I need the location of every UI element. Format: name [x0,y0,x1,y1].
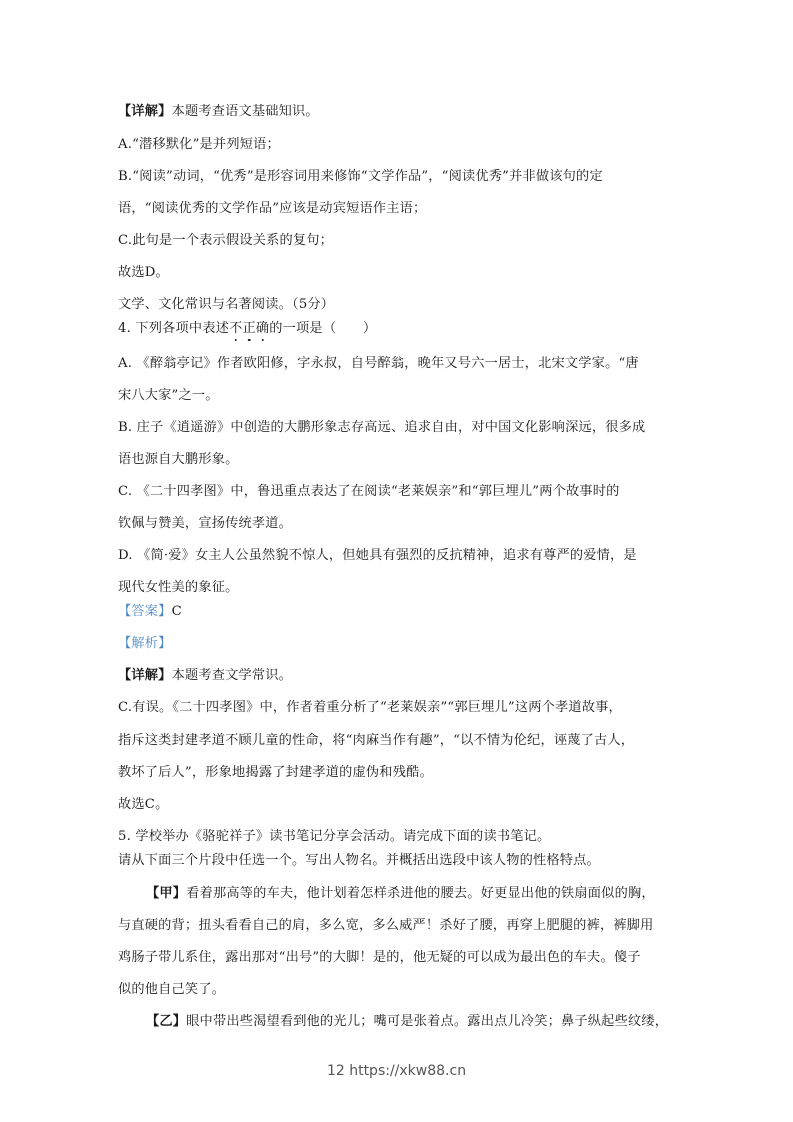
text-span: 故选D。 [118,265,169,280]
text-line [118,388,688,404]
text-line [118,356,688,372]
text-line [118,169,688,185]
text-span: 本题考查语文基础知识。 [171,104,319,119]
text-span: 钦佩与赞美，宣扬传统孝道。 [118,516,293,531]
text-span: D. 《简·爱》女主人公虽然貌不惊人，但她具有强烈的反抗精神，追求有尊严的爱情，是 [118,548,637,563]
text-span: 5. 学校举办《骆驼祥子》读书笔记分享会活动。请完成下面的读书笔记。 [118,829,551,844]
emphasis-char: 确 [255,321,270,336]
text-line [118,580,688,596]
text-span: 4. 下列各项中表述 [118,321,230,336]
emphasis-char: 正 [242,321,256,336]
text-span: 眼中带出些渴望看到他的光儿；嘴可是张着点。露出点儿冷笑；鼻子纵起些纹缕， [186,1014,669,1029]
text-line [118,420,688,436]
text-line [118,104,688,120]
text-span: A.“潜移默化”是并列短语； [118,137,280,152]
text-span: 语，“阅读优秀的文学作品”应该是动宾短语作主语； [118,201,427,216]
text-span: C.此句是一个表示假设关系的复句； [118,233,334,248]
text-line [118,829,688,845]
text-span: 指斥这类封建孝道不顾儿童的性命，将“肉麻当作有趣”，“以不情为伦纪，诬蔑了古人， [118,733,635,748]
text-span: B.“阅读”动词，“优秀”是形容词用来修饰“文学作品”，“阅读优秀”并非做该句的定 [118,169,603,184]
text-span: 本题考查文学常识。 [171,668,293,683]
text-span: 现代女性美的象征。 [118,580,239,595]
text-span: 语也源自大鹏形象。 [118,452,239,467]
text-line [118,797,688,813]
text-span: 故选C。 [118,797,169,812]
text-line [118,516,688,532]
text-span: 鸡肠子带儿系住，露出那对“出号”的大脚！是的，他无疑的可以成为最出色的车夫。傻子 [118,950,641,965]
text-line [118,604,688,620]
text-span: 与直硬的背；扭头看看自己的肩，多么宽，多么威严！杀好了腰，再穿上肥腿的裤，裤脚用 [118,918,654,933]
text-line [118,201,688,217]
bracket-label: 【甲】 [146,886,187,901]
text-line [118,668,688,684]
text-span: 似的他自己笑了。 [118,982,226,997]
bracket-label: 【详解】 [118,104,172,119]
text-line [118,982,688,998]
text-span: C [171,604,182,619]
text-span: 看着那高等的车夫，他计划着怎样杀进他的腰去。好更显出他的铁扇面似的胸， [186,886,655,901]
text-line [118,265,688,281]
section-label: 【答案】 [118,604,172,619]
page-footer: 12 https://xkw88.cn [326,1063,467,1079]
text-span: C.有误。《二十四孝图》中，作者着重分析了“老莱娱亲”“郭巨埋儿”这两个孝道故事， [118,700,622,715]
bracket-label: 【乙】 [146,1014,187,1029]
text-line [118,700,688,716]
text-line [118,918,688,934]
text-span: C. 《二十四孝图》中，鲁迅重点表达了在阅读“老莱娱亲”和“郭巨埋儿”两个故事时的 [118,484,620,499]
text-line [118,548,688,564]
section-label: 【解析】 [118,636,172,651]
bracket-label: 【详解】 [118,668,172,683]
text-line [146,1014,716,1030]
text-line [118,733,688,749]
text-line [118,321,688,337]
emphasis-char: 不 [229,321,243,336]
text-line [118,452,688,468]
text-span: A. 《醉翁亭记》作者欧阳修，字永叔，自号醉翁，晚年又号六一居士，北宋文学家。“唐 [118,356,639,371]
text-line [118,233,688,249]
text-span: 请从下面三个片段中任选一个。写出人物名。并概括出选段中该人物的性格特点。 [118,853,600,868]
text-line [118,950,688,966]
text-span: 宋八大家”之一。 [118,388,219,403]
text-line [118,853,688,869]
text-line [146,886,716,902]
text-span: 的一项是（ ） [269,321,377,336]
text-span: 教坏了后人”，形象地揭露了封建孝道的虚伪和残酷。 [118,765,433,780]
text-span: 文学、文化常识与名著阅读。（5分） [118,297,335,312]
text-line [118,484,688,500]
text-line [118,636,688,652]
text-line [118,765,688,781]
text-line [118,137,688,153]
text-span: B. 庄子《逍遥游》中创造的大鹏形象志存高远、追求自由，对中国文化影响深远，很多成 [118,420,646,435]
text-line [118,297,688,313]
